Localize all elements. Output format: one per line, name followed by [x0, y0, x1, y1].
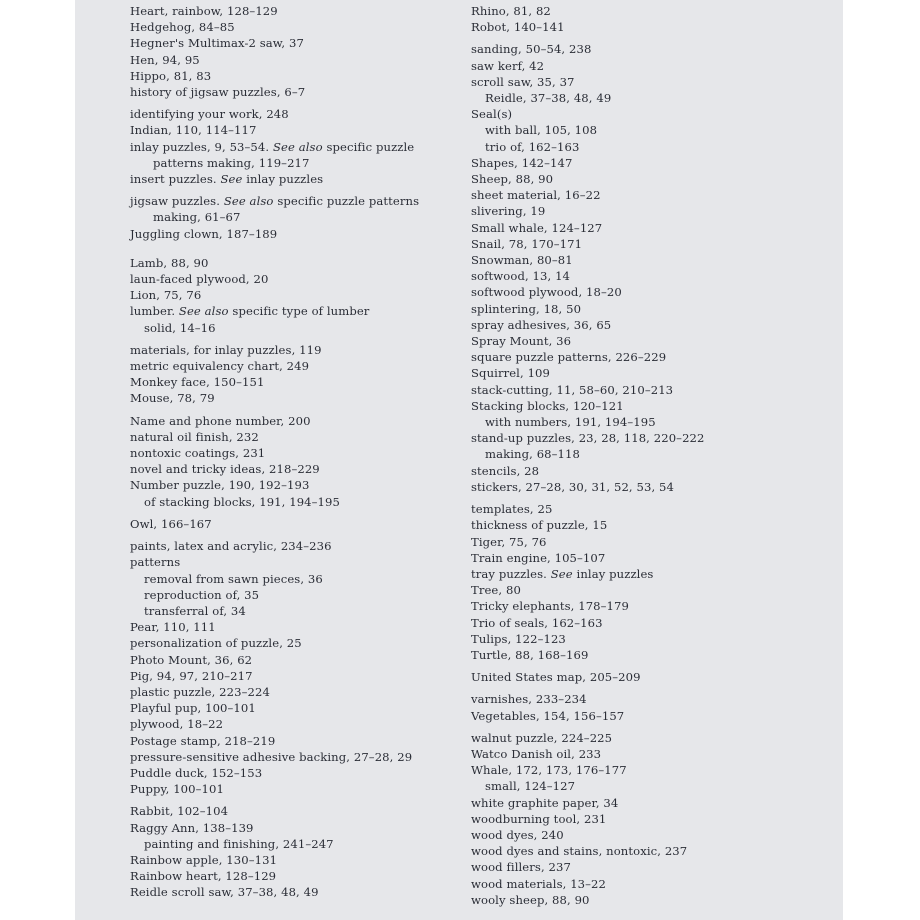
- index-entry: [471, 730, 831, 746]
- index-entry: [471, 566, 831, 582]
- index-entry-text: Monkey face, 150–151: [130, 375, 265, 390]
- index-entry: [471, 795, 831, 811]
- index-entry-text: Hippo, 81, 83: [130, 68, 212, 83]
- index-entry: [471, 187, 831, 203]
- index-entry: [130, 139, 490, 155]
- index-entry-text: square puzzle patterns, 226–229: [471, 350, 667, 365]
- index-entry-text: Lion, 75, 76: [130, 288, 202, 303]
- see-target: specific puzzle: [326, 139, 415, 154]
- index-entry-text: Mouse, 78, 79: [130, 391, 215, 406]
- index-entry: [471, 501, 831, 517]
- index-entry-text: Hegner's Multimax-2 saw, 37: [130, 36, 304, 51]
- index-entry: [471, 811, 831, 827]
- index-entry: [130, 342, 490, 358]
- index-entry: [130, 193, 490, 209]
- index-entry-text: Vegetables, 154, 156–157: [471, 708, 625, 723]
- see-target: inlay puzzles: [246, 172, 324, 187]
- index-entry: [471, 892, 831, 908]
- index-entry-text: transferral of, 34: [144, 603, 246, 618]
- index-entry: [471, 236, 831, 252]
- index-entry-text: wood materials, 13–22: [471, 876, 607, 891]
- see-target: specific type of lumber: [232, 304, 370, 319]
- index-entry: [130, 684, 490, 700]
- index-entry-text: Small whale, 124–127: [471, 220, 603, 235]
- index-entry-text: of stacking blocks, 191, 194–195: [144, 494, 340, 509]
- index-entry: [471, 171, 831, 187]
- index-entry-text: scroll saw, 35, 37: [471, 74, 575, 89]
- index-entry: [471, 876, 831, 892]
- index-entry-text: Hen, 94, 95: [130, 52, 200, 67]
- index-entry-text: Heart, rainbow, 128–129: [130, 4, 278, 18]
- index-entry-text: insert puzzles.: [130, 172, 217, 187]
- index-entry-text: Tiger, 75, 76: [471, 534, 547, 549]
- index-entry: [130, 538, 490, 554]
- index-entry: [471, 317, 831, 333]
- index-entry: [130, 320, 490, 336]
- index-entry-text: softwood, 13, 14: [471, 269, 571, 284]
- index-entry: [130, 429, 490, 445]
- index-entry-text: splintering, 18, 50: [471, 301, 582, 316]
- index-entry: [471, 843, 831, 859]
- see-reference: See: [220, 172, 243, 187]
- index-entry: [130, 122, 490, 138]
- index-entry-text: white graphite paper, 34: [471, 795, 619, 810]
- index-entry: [130, 52, 490, 68]
- index-entry: [130, 700, 490, 716]
- index-entry: [130, 884, 490, 900]
- index-entry-text: Watco Danish oil, 233: [471, 746, 602, 761]
- index-entry-text: Squirrel, 109: [471, 366, 550, 381]
- index-entry-text: Snowman, 80–81: [471, 253, 573, 268]
- index-entry: [471, 122, 831, 138]
- index-entry: [471, 90, 831, 106]
- index-entry: [471, 19, 831, 35]
- index-entry: [471, 58, 831, 74]
- index-entry-text: paints, latex and acrylic, 234–236: [130, 539, 332, 554]
- index-entry: [130, 155, 490, 171]
- index-entry: [471, 3, 831, 19]
- index-entry-text: wooly sheep, 88, 90: [471, 892, 590, 907]
- index-entry: [471, 74, 831, 90]
- index-entry: [130, 35, 490, 51]
- index-entry-text: patterns: [130, 555, 181, 570]
- index-entry-text: United States map, 205–209: [471, 670, 641, 685]
- index-entry: [471, 550, 831, 566]
- index-entry: [471, 446, 831, 462]
- index-entry: [130, 571, 490, 587]
- index-entry: [130, 494, 490, 510]
- index-entry-text: Pear, 110, 111: [130, 620, 216, 635]
- index-entry-text: Number puzzle, 190, 192–193: [130, 478, 310, 493]
- index-entry: [130, 3, 490, 19]
- index-entry: [130, 516, 490, 532]
- index-entry: [130, 287, 490, 303]
- index-entry: [471, 284, 831, 300]
- see-reference: See also: [223, 194, 274, 209]
- index-entry: [471, 106, 831, 122]
- index-entry-text: Robot, 140–141: [471, 20, 565, 35]
- index-entry-text: Whale, 172, 173, 176–177: [471, 763, 627, 778]
- index-entry: [130, 554, 490, 570]
- index-entry-text: materials, for inlay puzzles, 119: [130, 342, 322, 357]
- index-entry: [130, 461, 490, 477]
- index-entry-text: varnishes, 233–234: [471, 692, 587, 707]
- index-entry-text: stencils, 28: [471, 463, 540, 478]
- index-column-left: [130, 3, 490, 901]
- index-entry-text: pressure-sensitive adhesive backing, 27–28, 29: [130, 749, 413, 764]
- index-entry: [471, 430, 831, 446]
- index-entry: [471, 647, 831, 663]
- index-entry: [130, 255, 490, 271]
- index-entry-text: wood dyes and stains, nontoxic, 237: [471, 844, 688, 859]
- index-entry-text: making, 61–67: [153, 210, 241, 225]
- index-entry: [130, 668, 490, 684]
- index-entry-text: with numbers, 191, 194–195: [485, 415, 656, 430]
- index-entry-text: plywood, 18–22: [130, 717, 224, 732]
- index-entry-text: tray puzzles.: [471, 566, 547, 581]
- index-entry-text: saw kerf, 42: [471, 58, 545, 73]
- index-entry: [130, 171, 490, 187]
- index-entry-text: personalization of puzzle, 25: [130, 636, 302, 651]
- index-entry: [471, 203, 831, 219]
- index-entry-text: Puddle duck, 152–153: [130, 765, 263, 780]
- index-entry: [130, 765, 490, 781]
- index-entry: [130, 803, 490, 819]
- index-entry: [130, 619, 490, 635]
- index-entry: [471, 398, 831, 414]
- index-entry-text: Puppy, 100–101: [130, 782, 224, 797]
- index-entry: [130, 716, 490, 732]
- index-entry: [471, 827, 831, 843]
- index-entry-text: jigsaw puzzles.: [130, 194, 221, 209]
- index-entry-text: Spray Mount, 36: [471, 334, 572, 349]
- index-entry: [130, 587, 490, 603]
- index-entry: [471, 349, 831, 365]
- index-entry-text: stand-up puzzles, 23, 28, 118, 220–222: [471, 431, 705, 446]
- index-entry: [471, 268, 831, 284]
- index-entry: [130, 209, 490, 225]
- index-entry-text: Tulips, 122–123: [471, 631, 566, 646]
- index-column-right: [471, 3, 831, 908]
- index-entry: [471, 479, 831, 495]
- index-entry: [471, 220, 831, 236]
- index-entry-text: Postage stamp, 218–219: [130, 733, 276, 748]
- index-entry-text: making, 68–118: [485, 447, 580, 462]
- index-entry-text: Stacking blocks, 120–121: [471, 398, 624, 413]
- index-entry-text: Rabbit, 102–104: [130, 804, 229, 819]
- index-entry-text: Raggy Ann, 138–139: [130, 820, 254, 835]
- index-entry-text: Turtle, 88, 168–169: [471, 647, 589, 662]
- index-entry-text: Rhino, 81, 82: [471, 4, 551, 18]
- index-entry: [471, 463, 831, 479]
- index-entry-text: trio of, 162–163: [485, 139, 580, 154]
- index-entry-text: Seal(s): [471, 107, 513, 122]
- index-entry: [471, 41, 831, 57]
- index-entry: [130, 781, 490, 797]
- index-entry-text: spray adhesives, 36, 65: [471, 317, 612, 332]
- index-entry: [471, 778, 831, 794]
- index-entry-text: Reidle scroll saw, 37–38, 48, 49: [130, 885, 319, 900]
- index-entry-text: stickers, 27–28, 30, 31, 52, 53, 54: [471, 479, 674, 494]
- index-entry: [471, 534, 831, 550]
- see-reference: See also: [178, 304, 229, 319]
- index-entry: [130, 226, 490, 242]
- index-entry: [471, 301, 831, 317]
- index-entry-text: Juggling clown, 187–189: [130, 226, 278, 241]
- index-entry: [471, 382, 831, 398]
- index-entry: [130, 445, 490, 461]
- index-page: [75, 0, 843, 920]
- index-entry: [471, 414, 831, 430]
- index-entry-text: sheet material, 16–22: [471, 188, 601, 203]
- index-entry: [471, 139, 831, 155]
- index-entry-text: Train engine, 105–107: [471, 550, 606, 565]
- index-entry-text: Tree, 80: [471, 583, 521, 598]
- index-entry-text: Name and phone number, 200: [130, 413, 311, 428]
- index-entry: [471, 615, 831, 631]
- index-entry: [471, 582, 831, 598]
- index-entry-text: painting and finishing, 241–247: [144, 836, 334, 851]
- index-entry-text: metric equivalency chart, 249: [130, 359, 310, 374]
- index-entry: [471, 669, 831, 685]
- index-entry-text: Playful pup, 100–101: [130, 701, 256, 716]
- index-entry: [471, 252, 831, 268]
- index-entry: [471, 365, 831, 381]
- index-entry: [471, 691, 831, 707]
- index-entry: [130, 413, 490, 429]
- index-entry-text: templates, 25: [471, 502, 553, 517]
- index-entry-text: slivering, 19: [471, 204, 546, 219]
- see-reference: See also: [272, 139, 323, 154]
- index-entry: [130, 733, 490, 749]
- index-entry: [130, 303, 490, 319]
- index-entry-text: removal from sawn pieces, 36: [144, 571, 323, 586]
- index-entry: [130, 635, 490, 651]
- index-entry: [130, 271, 490, 287]
- index-entry: [130, 106, 490, 122]
- index-entry: [471, 333, 831, 349]
- index-entry-text: Snail, 78, 170–171: [471, 236, 583, 251]
- index-entry-text: thickness of puzzle, 15: [471, 518, 608, 533]
- index-entry: [130, 390, 490, 406]
- index-entry: [471, 631, 831, 647]
- index-entry: [471, 762, 831, 778]
- index-entry: [130, 603, 490, 619]
- index-entry: [471, 708, 831, 724]
- index-entry-text: sanding, 50–54, 238: [471, 42, 592, 57]
- index-entry: [130, 374, 490, 390]
- index-entry-text: wood fillers, 237: [471, 860, 571, 875]
- see-reference: See: [550, 566, 573, 581]
- index-entry-text: Shapes, 142–147: [471, 155, 573, 170]
- index-entry-text: solid, 14–16: [144, 320, 216, 335]
- see-target: inlay puzzles: [576, 566, 654, 581]
- index-entry-text: softwood plywood, 18–20: [471, 285, 622, 300]
- index-entry: [130, 852, 490, 868]
- index-entry-text: patterns making, 119–217: [153, 155, 310, 170]
- see-target: specific puzzle patterns: [277, 194, 420, 209]
- index-entry-text: Photo Mount, 36, 62: [130, 652, 253, 667]
- index-entry-text: Rainbow apple, 130–131: [130, 852, 278, 867]
- index-entry-text: natural oil finish, 232: [130, 429, 259, 444]
- index-entry-text: novel and tricky ideas, 218–229: [130, 462, 320, 477]
- index-entry-text: lumber.: [130, 304, 176, 319]
- index-entry-text: Sheep, 88, 90: [471, 172, 554, 187]
- index-entry-text: wood dyes, 240: [471, 827, 564, 842]
- index-entry: [471, 859, 831, 875]
- index-entry-text: identifying your work, 248: [130, 107, 289, 122]
- index-entry-text: Tricky elephants, 178–179: [471, 599, 629, 614]
- index-entry-text: Hedgehog, 84–85: [130, 20, 235, 35]
- index-entry: [471, 155, 831, 171]
- index-entry-text: Reidle, 37–38, 48, 49: [485, 91, 612, 106]
- index-entry-text: Pig, 94, 97, 210–217: [130, 668, 253, 683]
- index-entry: [130, 868, 490, 884]
- index-entry-text: Trio of seals, 162–163: [471, 615, 603, 630]
- index-entry: [130, 19, 490, 35]
- index-entry: [130, 358, 490, 374]
- index-entry-text: Owl, 166–167: [130, 516, 212, 531]
- index-entry: [471, 517, 831, 533]
- index-entry-text: small, 124–127: [485, 779, 576, 794]
- index-entry: [130, 68, 490, 84]
- index-entry: [130, 477, 490, 493]
- index-entry-text: walnut puzzle, 224–225: [471, 730, 613, 745]
- index-entry-text: history of jigsaw puzzles, 6–7: [130, 85, 306, 100]
- index-entry-text: Rainbow heart, 128–129: [130, 869, 277, 884]
- index-entry: [130, 836, 490, 852]
- index-entry: [471, 746, 831, 762]
- index-entry: [471, 598, 831, 614]
- index-entry-text: plastic puzzle, 223–224: [130, 684, 270, 699]
- index-entry: [130, 749, 490, 765]
- index-entry: [130, 820, 490, 836]
- index-entry-text: Indian, 110, 114–117: [130, 123, 257, 138]
- index-entry-text: stack-cutting, 11, 58–60, 210–213: [471, 382, 674, 397]
- index-entry-text: inlay puzzles, 9, 53–54.: [130, 139, 270, 154]
- index-entry: [130, 84, 490, 100]
- index-entry-text: nontoxic coatings, 231: [130, 446, 266, 461]
- index-entry-text: laun-faced plywood, 20: [130, 272, 269, 287]
- index-entry-text: woodburning tool, 231: [471, 811, 607, 826]
- index-entry-text: reproduction of, 35: [144, 587, 260, 602]
- index-entry-text: with ball, 105, 108: [485, 123, 598, 138]
- index-entry-text: Lamb, 88, 90: [130, 255, 209, 270]
- index-entry: [130, 652, 490, 668]
